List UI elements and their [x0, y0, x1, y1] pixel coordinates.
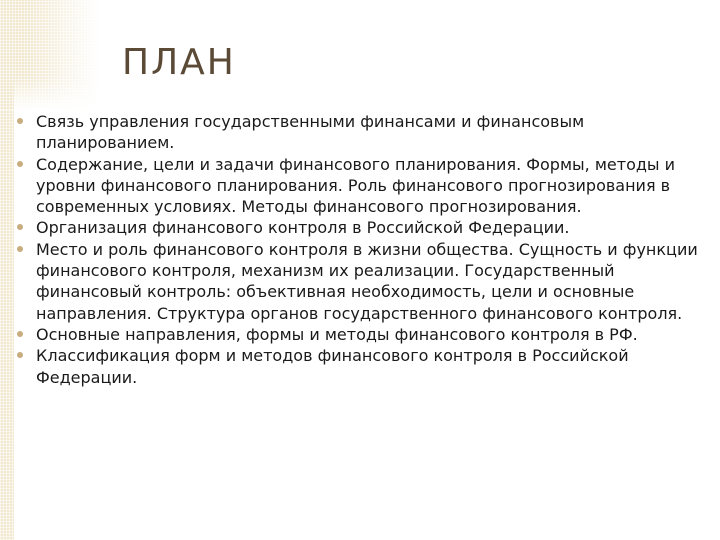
slide-title: ПЛАН	[122, 42, 236, 83]
bullet-dot-icon	[17, 224, 23, 230]
bullet-text: Организация финансового контроля в Российской Федерации.	[36, 218, 570, 238]
bullet-text: Классификация форм и методов финансового контроля в Российской Федерации.	[36, 346, 629, 387]
bullet-item	[14, 324, 704, 345]
bullet-list	[14, 111, 704, 388]
bullet-item	[14, 239, 704, 324]
bullet-dot-icon	[17, 161, 23, 167]
bullet-text: Связь управления государственными финансами и финансовым планированием.	[36, 112, 585, 153]
bullet-text: Основные направления, формы и методы финансового контроля в РФ.	[36, 324, 638, 344]
bullet-text: Содержание, цели и задачи финансового планирования. Формы, методы и уровни финансового планирования. Роль финансового прогнозирования в современных условиях. Методы финансового прогнозирования.	[36, 154, 676, 217]
bullet-item	[14, 345, 704, 388]
bullet-item	[14, 154, 704, 218]
bullet-dot-icon	[17, 246, 23, 252]
bullet-dot-icon	[17, 118, 23, 124]
bullet-item	[14, 217, 704, 238]
bullet-dot-icon	[17, 352, 23, 358]
bullet-item	[14, 111, 704, 154]
bullet-dot-icon	[17, 331, 23, 337]
bullet-text: Место и роль финансового контроля в жизни общества. Сущность и функции финансового контроля, механизм их реализации. Государственный финансовый контроль: объективная необходимость, цели и основные направления. Структура органов государственного финансового контроля.	[36, 239, 698, 323]
title-pattern-fade	[14, 0, 114, 110]
